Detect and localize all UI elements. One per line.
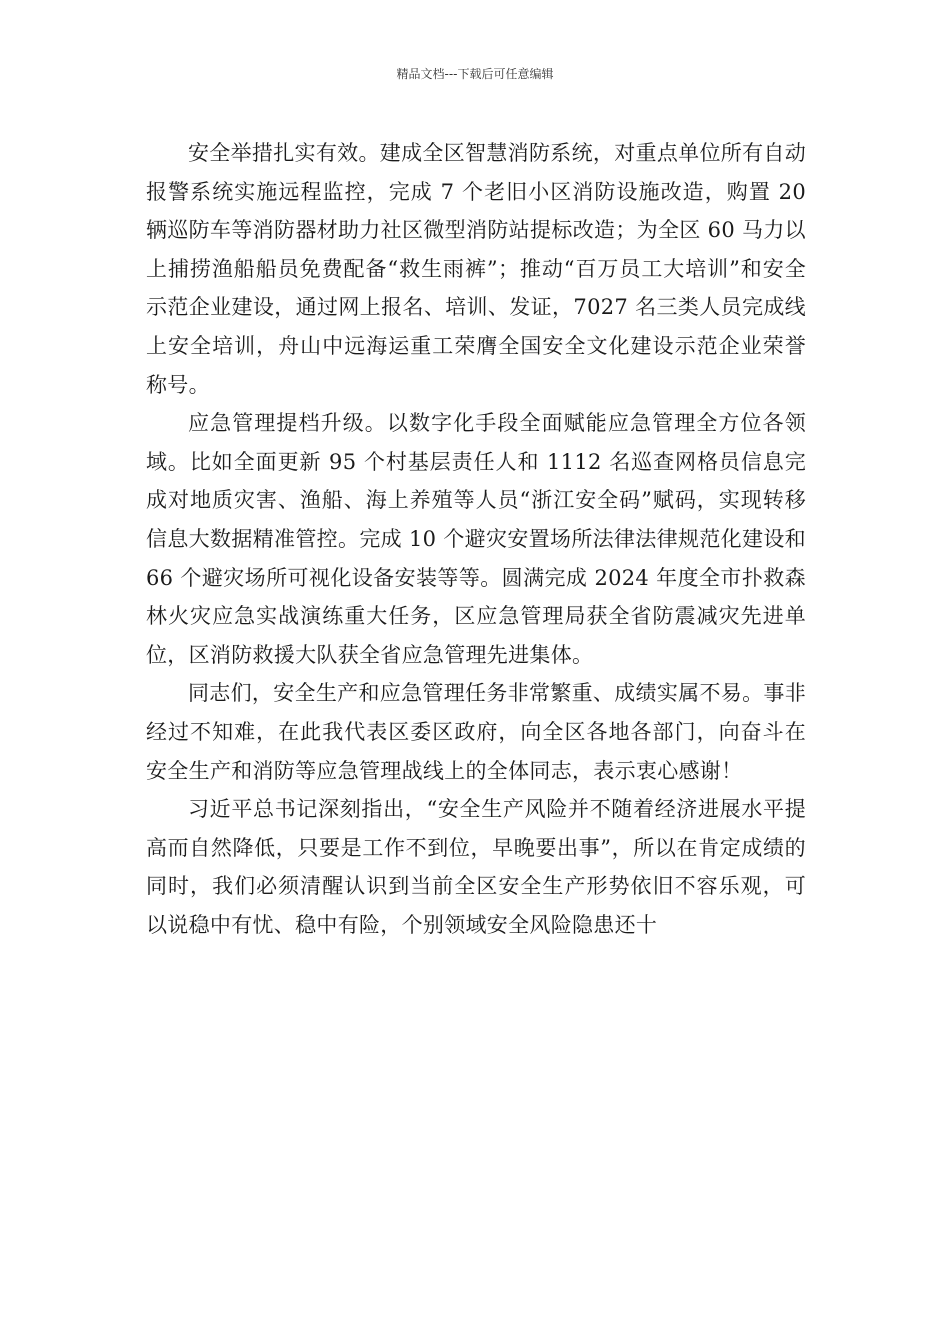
paragraph-emergency-management: 应急管理提档升级。以数字化手段全面赋能应急管理全方位各领域。比如全面更新 95 个村基层责任人和 1112 名巡查网格员信息完成对地质灾害、渔船、海上养殖等人员“浙江安全码”赋码，实现转移信息大数据精准管控。完成 10 个避灾安置场所法律法律规范化建设和 66 个避灾场所可视化设备安装等等。圆满完成 2024 年度全市扑救森林火灾应急实战演练重大任务，区应急管理局获全省防震减灾先进单位，区消防救援大队获全省应急管理先进集体。 [146, 411, 806, 667]
paragraph-quote: 习近平总书记深刻指出，“安全生产风险并不随着经济进展水平提高而自然降低，只要是工作不到位，早晚要出事”，所以在肯定成绩的同时，我们必须清醒认识到当前全区安全生产形势依旧不容乐观，可以说稳中有忧、稳中有险，个别领域安全风险隐患还十 [146, 797, 806, 937]
paragraph-thanks: 同志们，安全生产和应急管理任务非常繁重、成绩实属不易。事非经过不知难，在此我代表区委区政府，向全区各地各部门，向奋斗在安全生产和消防等应急管理战线上的全体同志，表示衷心感谢！ [146, 681, 806, 783]
paragraph-safety-measures: 安全举措扎实有效。建成全区智慧消防系统，对重点单位所有自动报警系统实施远程监控，完成 7 个老旧小区消防设施改造，购置 20 辆巡防车等消防器材助力社区微型消防站提标改造；为全区 60 马力以上捕捞渔船船员免费配备“救生雨裤”；推动“百万员工大培训”和安全示范企业建设，通过网上报名、培训、发证，7027 名三类人员完成线上安全培训，舟山中远海运重工荣膺全国安全文化建设示范企业荣誉称号。 [146, 141, 806, 397]
page-header: 精品文档---下载后可任意编辑 [396, 67, 554, 81]
document-body [146, 134, 806, 944]
